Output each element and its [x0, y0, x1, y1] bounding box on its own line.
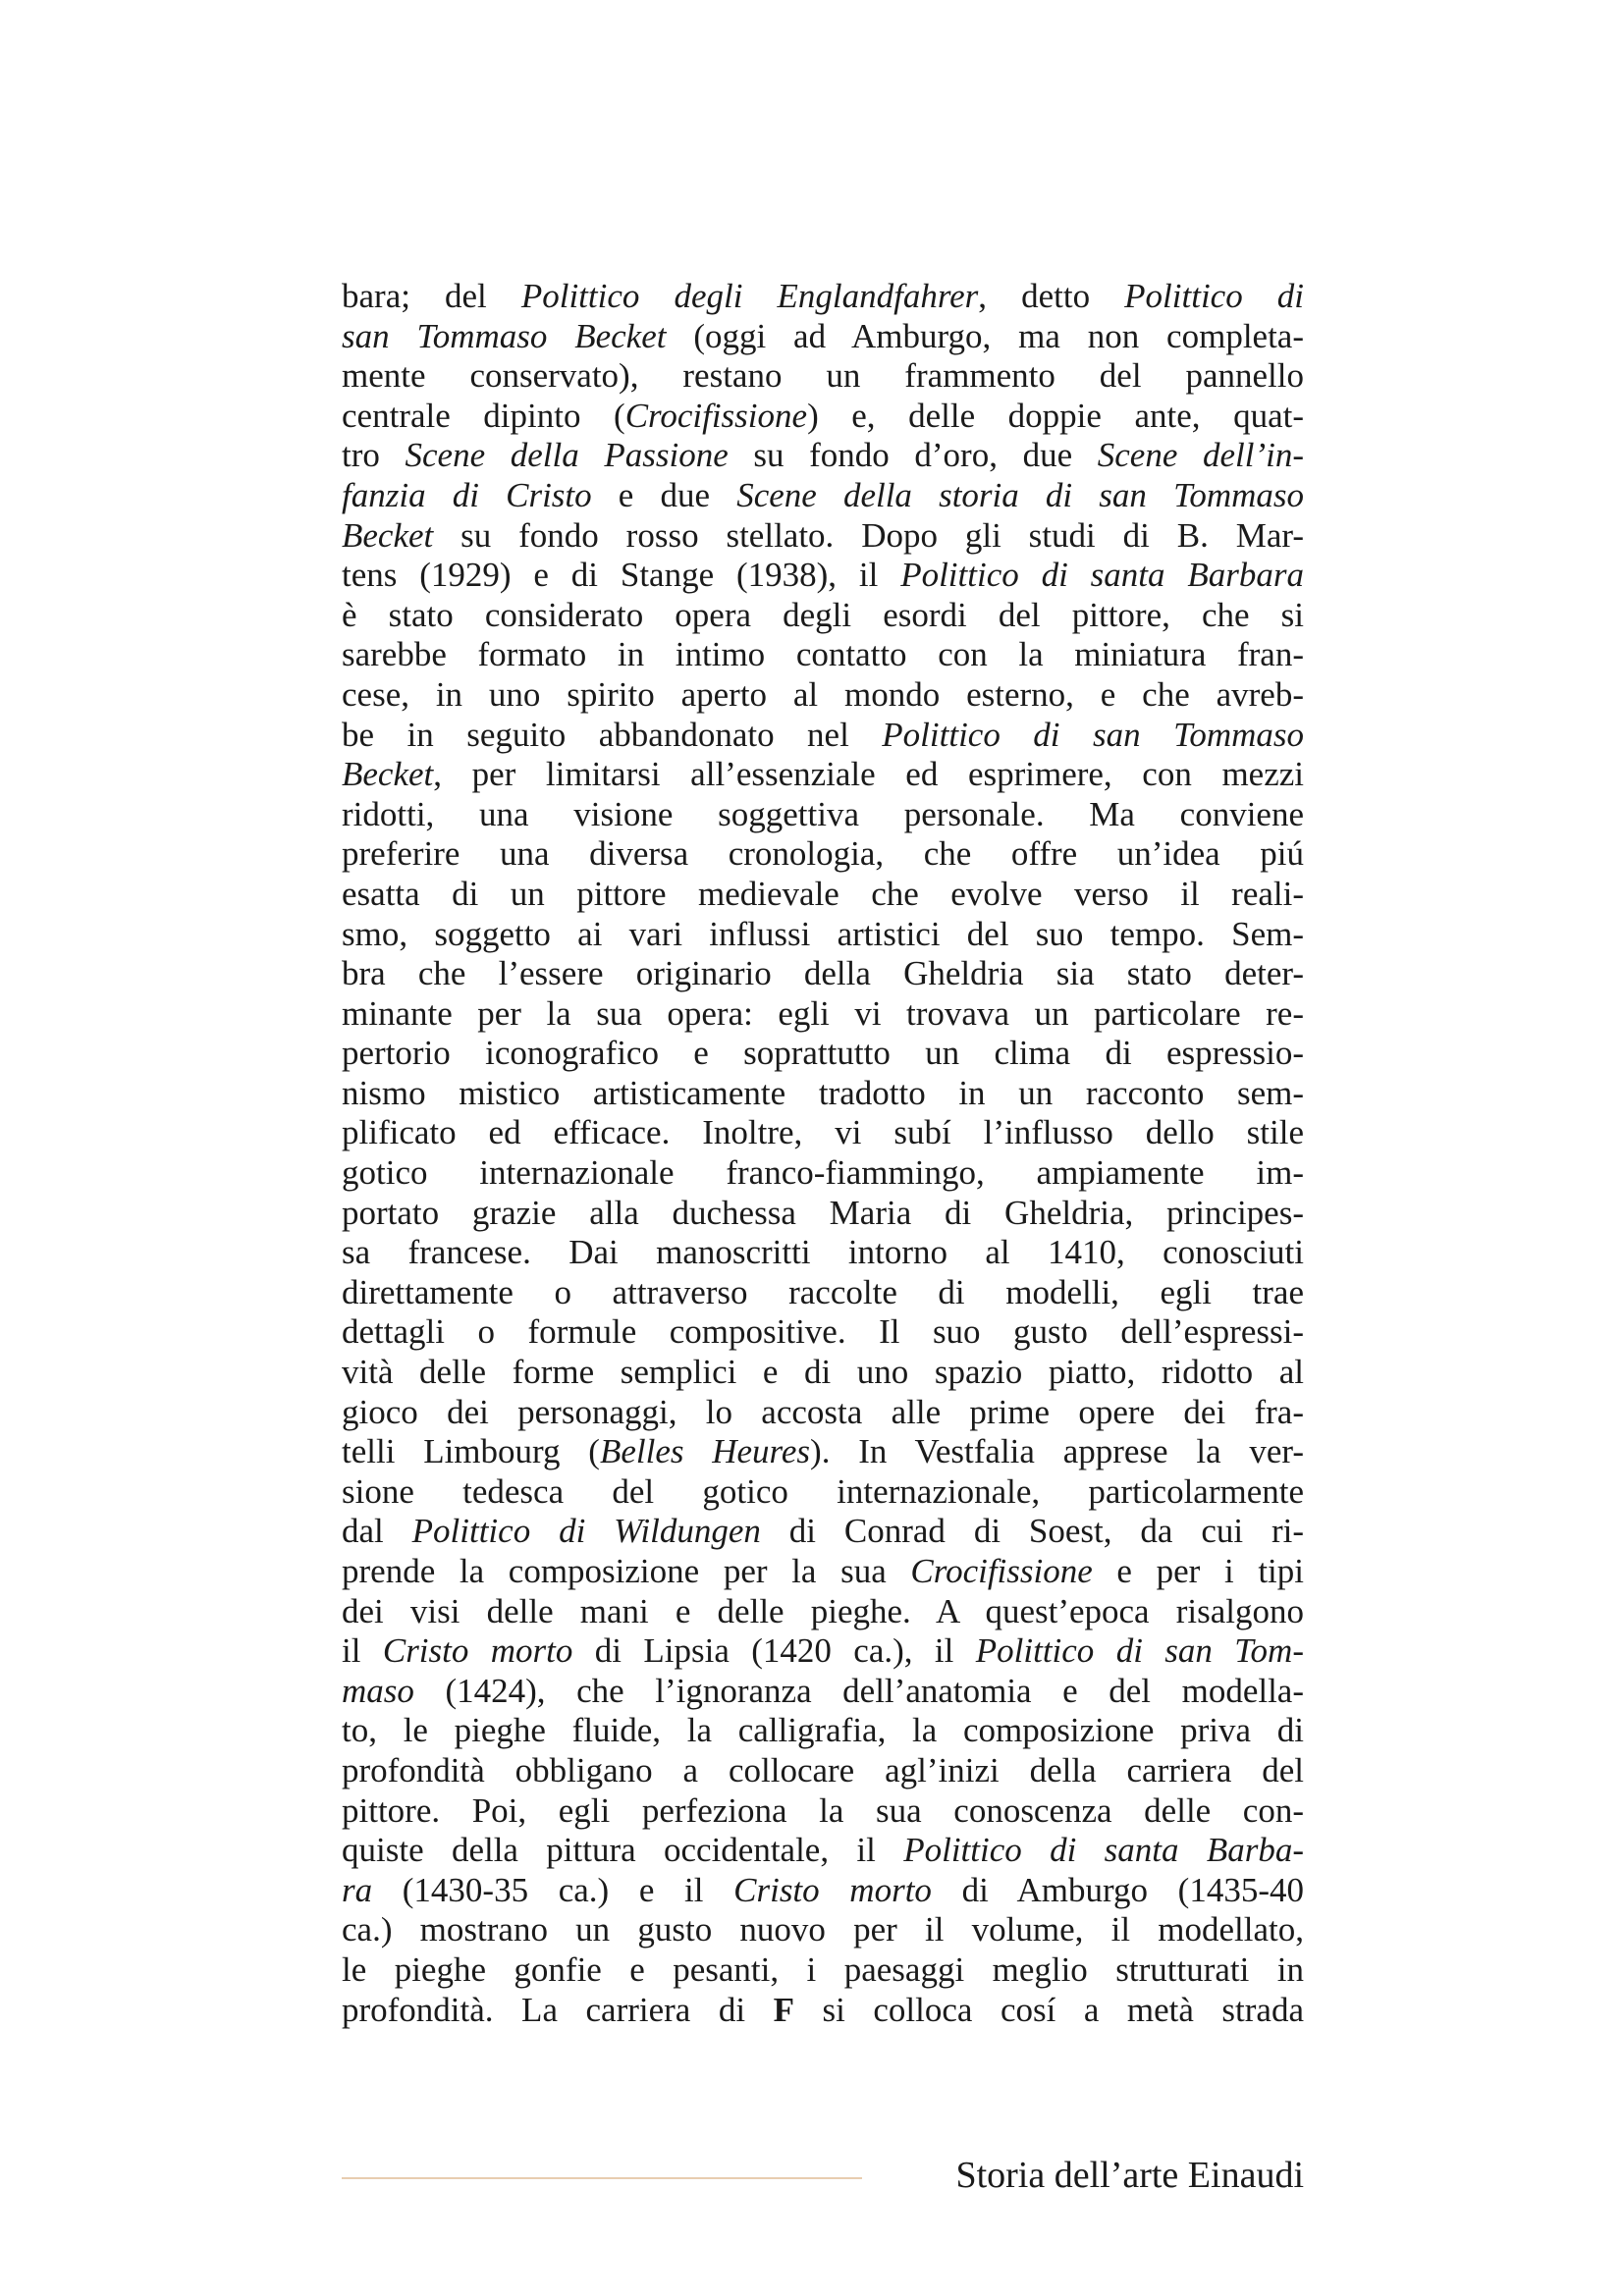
- italic-title: Polittico di Wildungen: [411, 1512, 761, 1551]
- text-line: [342, 356, 1304, 397]
- text-run: e due: [591, 475, 737, 514]
- bold-initial: F: [773, 1990, 794, 2029]
- text-line: [342, 1791, 1304, 1832]
- text-line: [342, 1552, 1304, 1592]
- text-line: [342, 1194, 1304, 1234]
- text-line: [342, 755, 1304, 795]
- italic-title: Polittico di san Tom-: [975, 1631, 1304, 1671]
- italic-title: san Tommaso Becket: [342, 316, 667, 355]
- text-line: [342, 1153, 1304, 1194]
- text-run: (oggi ad Amburgo, ma non completa-: [666, 316, 1304, 355]
- text-run: direttamente o attraverso raccolte di modelli, egli trae: [342, 1272, 1304, 1311]
- text-line: [342, 1113, 1304, 1153]
- text-run: cese, in uno spirito aperto al mondo esterno, e che avreb-: [342, 674, 1304, 714]
- text-line: [342, 1432, 1304, 1472]
- text-run: tens (1929) e di Stange (1938), il: [342, 556, 901, 595]
- text-run: bara; del: [342, 277, 521, 315]
- italic-title: Scene della Passione: [405, 436, 729, 475]
- text-run: profondità. La carriera di: [342, 1990, 774, 2029]
- text-run: dal: [342, 1512, 412, 1551]
- italic-title: Polittico di santa Barba-: [903, 1831, 1304, 1870]
- text-line: [342, 1631, 1304, 1672]
- italic-title: Polittico di: [1124, 277, 1304, 315]
- text-line: [342, 556, 1304, 596]
- text-line: [342, 1353, 1304, 1393]
- text-line: [342, 1312, 1304, 1353]
- italic-title: Polittico di san Tommaso: [882, 715, 1305, 754]
- text-run: pertorio iconografico e soprattutto un clima di espressio-: [342, 1034, 1304, 1073]
- text-run: nismo mistico artisticamente tradotto in un racconto sem-: [342, 1073, 1304, 1112]
- text-line: [342, 1512, 1304, 1552]
- text-run: minante per la sua opera: egli vi trovava un particolare re-: [342, 993, 1304, 1033]
- text-run: smo, soggetto ai vari influssi artistici del suo tempo. Sem-: [342, 914, 1304, 953]
- italic-title: Becket: [342, 515, 434, 555]
- text-line: [342, 1034, 1304, 1074]
- text-line: [342, 716, 1304, 756]
- text-line: [342, 994, 1304, 1035]
- italic-title: Scene dell’in-: [1097, 436, 1305, 475]
- text-run: vità delle forme semplici e di uno spazio piatto, ridotto al: [342, 1353, 1304, 1392]
- italic-title: Becket: [342, 755, 434, 794]
- text-line: [342, 436, 1304, 476]
- text-run: quiste della pittura occidentale, il: [342, 1831, 904, 1870]
- text-run: le pieghe gonfie e pesanti, i paesaggi meglio strutturati in: [342, 1949, 1304, 1989]
- italic-title: Cristo morto: [733, 1870, 932, 1909]
- text-line: [342, 1751, 1304, 1791]
- text-line: [342, 1831, 1304, 1871]
- text-run: portato grazie alla duchessa Maria di Gheldria, principes-: [342, 1193, 1304, 1232]
- text-run: plificato ed efficace. Inoltre, vi subí l’influsso dello stile: [342, 1113, 1304, 1152]
- text-run: sa francese. Dai manoscritti intorno al 1410, conosciuti: [342, 1233, 1304, 1272]
- text-run: di Lipsia (1420 ca.), il: [572, 1631, 976, 1671]
- text-run: bra che l’essere originario della Gheldria sia stato deter-: [342, 954, 1304, 993]
- italic-title: fanzia di Cristo: [342, 475, 592, 514]
- text-line: [342, 1592, 1304, 1632]
- italic-title: Polittico di santa Barbara: [900, 556, 1304, 595]
- italic-title: Belles Heures: [599, 1432, 811, 1471]
- text-run: tro: [342, 436, 406, 475]
- text-line: [342, 1393, 1304, 1433]
- text-line: [342, 875, 1304, 915]
- text-line: [342, 915, 1304, 955]
- footer-title: Storia dell’arte Einaudi: [955, 2155, 1304, 2196]
- text-run: (1430-35 ca.) e il: [372, 1870, 734, 1909]
- text-run: su fondo d’oro, due: [728, 436, 1098, 475]
- text-line: [342, 795, 1304, 835]
- body-text: [342, 277, 1304, 2030]
- text-line: [342, 1672, 1304, 1712]
- text-run: il: [342, 1631, 383, 1671]
- text-run: è stato considerato opera degli esordi del pittore, che si: [342, 595, 1304, 634]
- text-run: pittore. Poi, egli perfeziona la sua conoscenza delle con-: [342, 1790, 1304, 1830]
- text-run: (1424), che l’ignoranza dell’anatomia e del modella-: [413, 1671, 1304, 1710]
- text-line: [342, 675, 1304, 716]
- text-run: preferire una diversa cronologia, che offre un’idea piú: [342, 834, 1304, 874]
- text-run: di Conrad di Soest, da cui ri-: [760, 1512, 1305, 1551]
- text-line: [342, 317, 1304, 357]
- text-run: di Amburgo (1435-40: [931, 1870, 1304, 1909]
- text-line: [342, 1910, 1304, 1950]
- text-line: [342, 635, 1304, 675]
- footer-rule: [342, 2177, 862, 2179]
- text-run: sarebbe formato in intimo contatto con la miniatura fran-: [342, 635, 1304, 674]
- text-run: ca.) mostrano un gusto nuovo per il volume, il modellato,: [342, 1910, 1304, 1949]
- text-run: e per i tipi: [1092, 1552, 1305, 1590]
- text-run: su fondo rosso stellato. Dopo gli studi di B. Mar-: [433, 515, 1304, 555]
- text-line: [342, 954, 1304, 994]
- italic-title: Crocifissione: [910, 1552, 1093, 1590]
- text-line: [342, 1950, 1304, 1991]
- text-run: si colloca cosí a metà strada: [793, 1990, 1304, 2029]
- text-run: telli Limbourg (: [342, 1432, 600, 1471]
- text-run: ridotti, una visione soggettiva personale. Ma conviene: [342, 794, 1304, 833]
- text-line: [342, 1991, 1304, 2031]
- text-line: [342, 1074, 1304, 1114]
- italic-title: ra: [342, 1870, 373, 1909]
- text-run: , per limitarsi all’essenziale ed esprimere, con mezzi: [433, 755, 1304, 794]
- text-run: gioco dei personaggi, lo accosta alle prime opere dei fra-: [342, 1392, 1304, 1431]
- text-line: [342, 1871, 1304, 1911]
- text-line: [342, 476, 1304, 516]
- text-run: centrale dipinto (: [342, 396, 625, 435]
- text-run: mente conservato), restano un frammento del pannello: [342, 356, 1304, 396]
- text-run: profondità obbligano a collocare agl’inizi della carriera del: [342, 1750, 1304, 1789]
- italic-title: maso: [342, 1671, 414, 1710]
- text-run: dettagli o formule compositive. Il suo gusto dell’espressi-: [342, 1312, 1304, 1352]
- text-line: [342, 596, 1304, 636]
- text-line: [342, 277, 1304, 317]
- italic-title: Crocifissione: [624, 396, 808, 435]
- text-run: to, le pieghe fluide, la calligrafia, la composizione priva di: [342, 1711, 1304, 1750]
- text-run: dei visi delle mani e delle pieghe. A quest’epoca risalgono: [342, 1591, 1304, 1630]
- text-line: [342, 1472, 1304, 1513]
- text-run: sione tedesca del gotico internazionale, particolarmente: [342, 1471, 1304, 1511]
- text-run: prende la composizione per la sua: [342, 1552, 911, 1590]
- text-line: [342, 1711, 1304, 1751]
- text-line: [342, 1273, 1304, 1313]
- text-run: ). In Vestfalia apprese la ver-: [810, 1432, 1305, 1471]
- italic-title: Scene della storia di san Tommaso: [736, 475, 1305, 514]
- italic-title: Cristo morto: [382, 1631, 573, 1671]
- text-run: ) e, delle doppie ante, quat-: [807, 396, 1304, 435]
- text-line: [342, 1233, 1304, 1273]
- italic-title: Polittico degli Englandfahrer: [520, 277, 979, 315]
- text-run: be in seguito abbandonato nel: [342, 715, 883, 754]
- text-run: esatta di un pittore medievale che evolve verso il reali-: [342, 874, 1304, 913]
- text-line: [342, 516, 1304, 557]
- text-run: , detto: [978, 277, 1125, 315]
- text-run: gotico internazionale franco-fiammingo, ampiamente im-: [342, 1153, 1304, 1193]
- text-line: [342, 397, 1304, 437]
- text-line: [342, 834, 1304, 875]
